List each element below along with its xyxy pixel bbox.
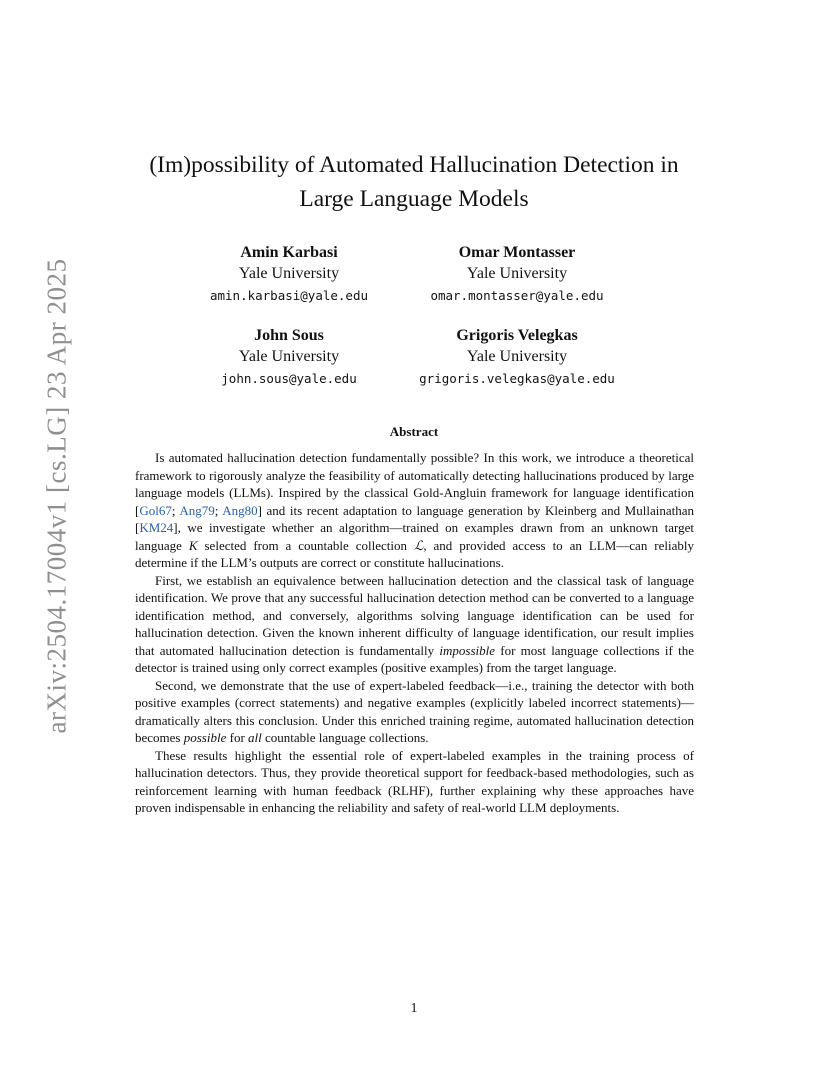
author-email: john.sous@yale.edu [221, 371, 357, 386]
emphasis-all: all [248, 730, 262, 745]
title-line-2: Large Language Models [299, 186, 529, 212]
author-affiliation: Yale University [238, 265, 340, 282]
text-span: ; [171, 502, 180, 518]
abstract-paragraph-3 [135, 677, 694, 747]
text-span: Second, we demonstrate that the use of expert-labeled feedback—i.e., training the detector with both positive examples (correct statements) and negative examples (explicitly labeled incorrect statements)—dramatically alters this conclusion. Under this enriched training regime, automated hallucination detection becomes [135, 677, 694, 745]
text-span: ; [214, 502, 223, 518]
abstract-paragraph-4: These results highlight the essential role of expert-labeled examples in the training process of hallucination detectors. Thus, they provide theoretical support for feedback-based methodologies, such as reinforcement learning with human feedback (RLHF), further explaining why these approaches have proven indispensable in enhancing the reliability and safety of real-world LLM deployments. [135, 747, 694, 815]
text-span: for [226, 730, 249, 745]
title-line-1: (Im)possibility of Automated Hallucination Detection in [149, 152, 679, 178]
text-span: First, we establish an equivalence between hallucination detection and the classical task of language identification. We prove that any successful hallucination detection method can be converted to a language identification method, and conversely, algorithms solving language identification can be used for hallucination detection. Given the known inherent difficulty of language identification, our result implies that automated hallucination detection is fundamentally [135, 572, 694, 658]
text-span: for most language collections if the detector is trained using only correct examples (positive examples) from the target language. [135, 642, 694, 675]
author-block-karbasi [159, 243, 419, 307]
author-email: grigoris.velegkas@yale.edu [419, 371, 615, 386]
author-name: Grigoris Velegkas [456, 327, 578, 344]
citation-link-ang80[interactable]: Ang80 [222, 502, 258, 518]
citation-link-gol67[interactable]: Gol67 [139, 502, 172, 518]
math-variable-k: K [188, 537, 198, 553]
author-name: John Sous [254, 327, 324, 344]
text-span: , and provided access to an LLM—can reliably determine if the LLM’s outputs are correct or constitute hallucinations. [135, 537, 694, 570]
author-block-montasser [387, 243, 647, 307]
emphasis-impossible: impossible [439, 642, 496, 658]
author-name: Omar Montasser [458, 244, 576, 261]
paper-title [100, 148, 728, 216]
arxiv-identifier-stamp: arXiv:2504.17004v1 [cs.LG] 23 Apr 2025 [41, 258, 72, 734]
citation-link-km24[interactable]: KM24 [139, 520, 174, 535]
author-block-velegkas [387, 326, 647, 390]
page-number: 1 [410, 1001, 418, 1016]
abstract-body [135, 449, 694, 817]
emphasis-possible: possible [183, 730, 227, 745]
author-name: Amin Karbasi [240, 244, 338, 261]
citation-link-ang79[interactable]: Ang79 [179, 502, 215, 518]
text-span: countable language collections. [261, 730, 429, 745]
author-affiliation: Yale University [238, 348, 340, 365]
author-block-sous [159, 326, 419, 390]
abstract-paragraph-1 [135, 449, 694, 572]
text-span: ], we investigate whether an algorithm—trained on examples drawn from an unknown target language [135, 520, 694, 553]
author-email: omar.montasser@yale.edu [430, 288, 604, 303]
abstract-paragraph-2 [135, 572, 694, 677]
text-span: selected from a countable collection [197, 537, 414, 553]
math-variable-l: ℒ [413, 537, 424, 553]
author-affiliation: Yale University [466, 265, 568, 282]
abstract-heading: Abstract [389, 424, 439, 439]
author-email: amin.karbasi@yale.edu [209, 288, 369, 303]
text-span: Is automated hallucination detection fundamentally possible? In this work, we introduce a theoretical framework to rigorously analyze the feasibility of automatically detecting hallucinations produced by large language models (LLMs). Inspired by the classical Gold-Angluin framework for language identification [ [135, 450, 694, 518]
author-affiliation: Yale University [466, 348, 568, 365]
text-span: ] and its recent adaptation to language generation by Kleinberg and Mullainathan [ [135, 502, 694, 535]
